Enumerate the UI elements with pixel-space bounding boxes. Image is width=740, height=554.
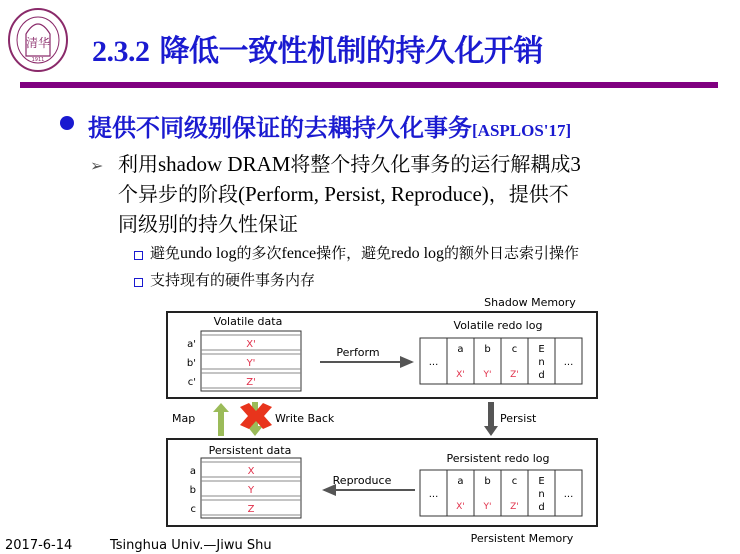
persist-arrow	[484, 402, 498, 436]
volatile-redo-log	[420, 338, 582, 384]
log-cell-label: ...	[428, 489, 439, 500]
persistent-redo-log	[420, 470, 582, 516]
reproduce-label: Reproduce	[332, 474, 392, 487]
sub-bullet-line-3: 同级别的持久性保证	[118, 212, 298, 236]
log-end-letter: n	[538, 357, 545, 368]
row-key: a'	[187, 339, 196, 350]
row-value: Y	[247, 485, 255, 496]
row-value: X	[247, 466, 255, 477]
detail-bullet-1: 避免undo log的多次fence操作，避免redo log的额外日志索引操作	[150, 244, 580, 262]
map-label: Map	[172, 412, 196, 425]
log-cell-label: b	[484, 344, 491, 355]
log-cell-value: X'	[456, 370, 465, 380]
log-cell-label: E	[538, 476, 545, 487]
logo-year: 1911	[31, 57, 45, 63]
log-cell-label: c	[511, 344, 518, 355]
log-cell-label: b	[484, 476, 491, 487]
volatile-data-title: Volatile data	[213, 315, 283, 328]
row-key: a	[189, 466, 196, 477]
sub-bullet-line-1: 利用shadow DRAM将整个持久化事务的运行解耦成3	[118, 152, 581, 176]
log-cell-value: Z'	[510, 502, 519, 512]
log-cell-label: ...	[428, 357, 439, 368]
detail-bullet-2: 支持现有的硬件事务内存	[150, 271, 316, 289]
sub-bullet-arrow-icon: ➢	[90, 156, 104, 175]
persistent-redo-log-title: Persistent redo log	[446, 452, 550, 465]
logo-seal-text: 清华	[25, 36, 51, 50]
log-cell-value: Z'	[510, 370, 519, 380]
row-value: X'	[246, 339, 256, 350]
log-end-letter: d	[538, 370, 545, 381]
log-cell-value: X'	[456, 502, 465, 512]
row-value: Z	[247, 504, 255, 515]
log-cell-value: Y'	[483, 502, 492, 512]
log-cell-label: ...	[563, 489, 574, 500]
row-key: b'	[186, 358, 196, 369]
log-cell-label: a	[457, 476, 464, 487]
map-up-arrow-icon	[213, 403, 229, 436]
page-title: 2.3.2 降低一致性机制的持久化开销	[92, 34, 543, 69]
log-cell-label: c	[511, 476, 518, 487]
row-key: c	[190, 504, 196, 515]
row-value: Z'	[246, 377, 256, 388]
bullet-main: 提供不同级别保证的去耦持久化事务[ASPLOS'17]	[88, 114, 572, 142]
row-value: Y'	[246, 358, 256, 369]
persistent-data-table	[190, 458, 301, 518]
volatile-redo-log-title: Volatile redo log	[453, 319, 543, 332]
sub-bullet-line-2: 个异步的阶段(Perform, Persist, Reproduce)，提供不	[118, 182, 569, 206]
row-key: c'	[187, 377, 196, 388]
footer-date: 2017-6-14	[5, 538, 73, 553]
log-end-letter: n	[538, 489, 545, 500]
perform-label: Perform	[336, 346, 380, 359]
footer-author: Tsinghua Univ.—Jiwu Shu	[110, 538, 272, 553]
volatile-data-table	[187, 331, 301, 391]
persistent-data-title: Persistent data	[208, 444, 292, 457]
persistent-memory-label: Persistent Memory	[470, 532, 574, 545]
log-cell-label: a	[457, 344, 464, 355]
log-cell-value: Y'	[483, 370, 492, 380]
persist-label: Persist	[500, 412, 537, 425]
write-back-label: Write Back	[275, 412, 335, 425]
row-key: b	[189, 485, 196, 496]
log-end-letter: d	[538, 502, 545, 513]
log-cell-label: E	[538, 344, 545, 355]
log-cell-label: ...	[563, 357, 574, 368]
shadow-memory-label: Shadow Memory	[484, 296, 576, 309]
